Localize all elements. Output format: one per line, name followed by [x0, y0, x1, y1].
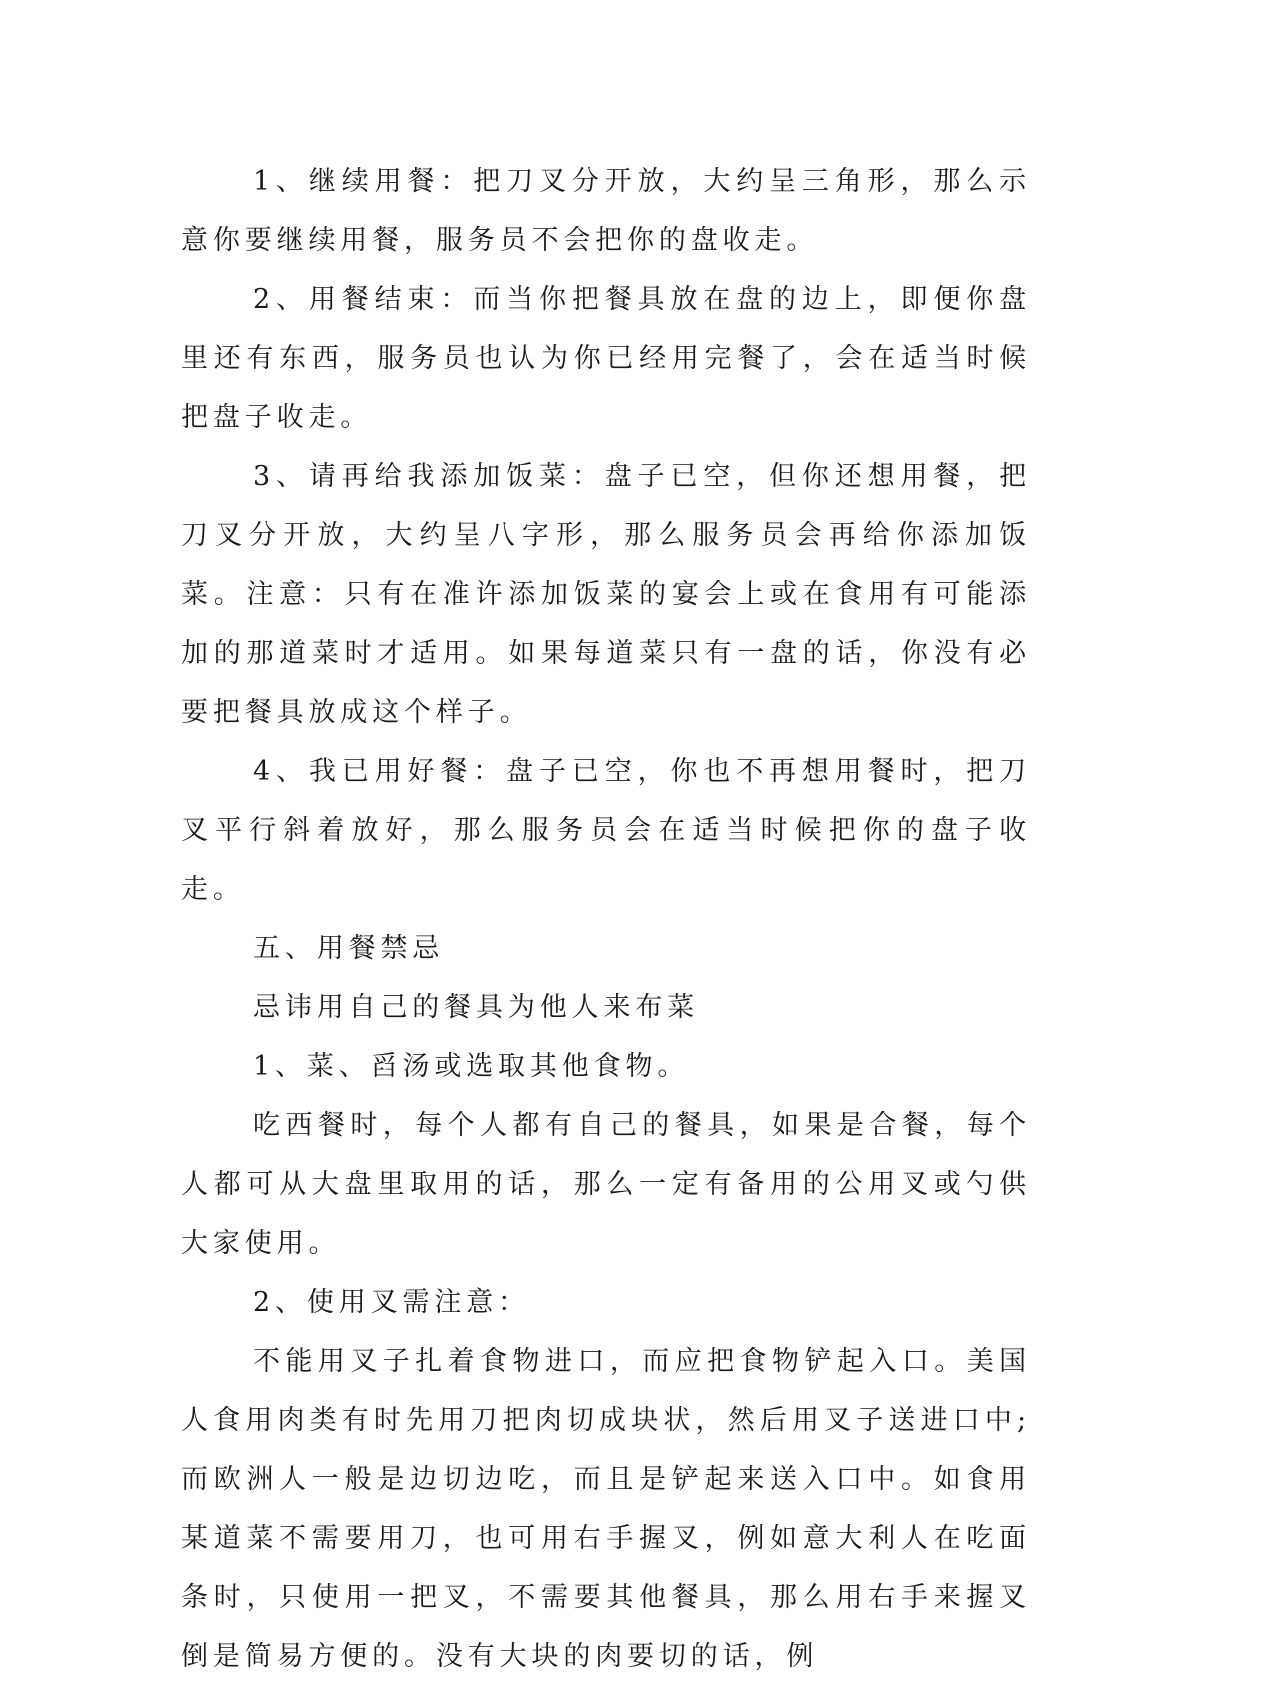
list-item-2: 2、使用叉需注意：: [253, 1287, 530, 1318]
paragraph-done: 4、我已用好餐：盘子已空，你也不再想用餐时，把刀叉平行斜着放好，那么服务员会在适当时候把你的盘子收走。: [181, 756, 1031, 905]
document-body: [181, 152, 1031, 1686]
list-item-1: 1、菜、舀汤或选取其他食物。: [253, 1051, 690, 1082]
paragraph-fork-usage: 不能用叉子扎着食物进口，而应把食物铲起入口。美国人食用肉类有时先用刀把肉切成块状，然后用叉子送进口中;而欧洲人一般是边切边吃，而且是铲起来送入口中。如食用某道菜不需要用刀，也可用右手握叉，例如意大利人在吃面条时，只使用一把叉，不需要其他餐具，那么用右手来握叉倒是简易方便的。没有大块的肉要切的话，例: [181, 1346, 1031, 1672]
paragraph-add-food: 3、请再给我添加饭菜：盘子已空，但你还想用餐，把刀叉分开放，大约呈八字形，那么服务员会再给你添加饭菜。注意：只有在准许添加饭菜的宴会上或在食用有可能添加的那道菜时才适用。如果每道菜只有一盘的话，你没有必要把餐具放成这个样子。: [181, 461, 1031, 728]
section-heading-dining-taboos: 五、用餐禁忌: [253, 933, 445, 964]
paragraph-shared-utensils: 吃西餐时，每个人都有自己的餐具，如果是合餐，每个人都可从大盘里取用的话，那么一定有备用的公用叉或勺供大家使用。: [181, 1110, 1031, 1259]
paragraph-finished-eating: 2、用餐结束：而当你把餐具放在盘的边上，即便你盘里还有东西，服务员也认为你已经用完餐了，会在适当时候把盘子收走。: [181, 284, 1031, 433]
paragraph-taboo-serving: 忌讳用自己的餐具为他人来布菜: [253, 992, 700, 1023]
paragraph-continue-eating: 1、继续用餐：把刀叉分开放，大约呈三角形，那么示意你要继续用餐，服务员不会把你的盘收走。: [181, 166, 1031, 256]
